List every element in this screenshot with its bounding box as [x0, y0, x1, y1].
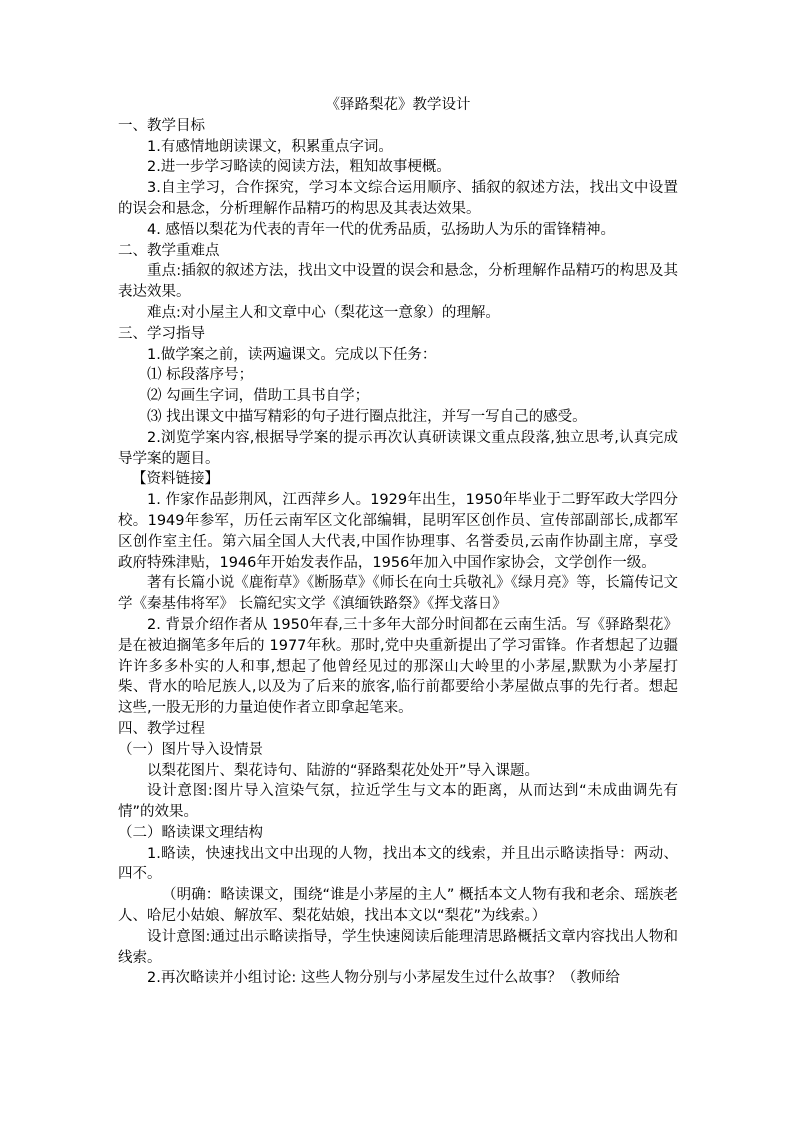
paragraph: ⑶ 找出课文中描写精彩的句子进行圈点批注，并写一写自己的感受。: [147, 408, 587, 425]
paragraph: 2.浏览学案内容,根据导学案的提示再次认真研读课文重点段落,独立思考,认真完成导学案的题目。: [118, 429, 678, 467]
paragraph: 3.自主学习，合作探究，学习本文综合运用顺序、插叙的叙述方法，找出文中设置的误会和悬念，分析理解作品精巧的构思及其表达效果。: [118, 180, 678, 217]
paragraph: 1.有感情地朗读课文，积累重点字词。: [147, 138, 393, 155]
paragraph: 设计意图:图片导入渲染气氛，拉近学生与文本的距离，从而达到“未成曲调先有情”的效果。: [118, 783, 678, 821]
document-body: [118, 95, 678, 989]
section-heading: 三、学习指导: [118, 325, 205, 342]
paragraph: 4. 感悟以梨花为代表的青年一代的优秀品质，弘扬助人为乐的雷锋精神。: [147, 221, 615, 238]
paragraph-list: [118, 116, 678, 989]
paragraph: 2.进一步学习略读的阅读方法，粗知故事梗概。: [147, 159, 451, 176]
paragraph: ⑵ 勾画生字词，借助工具书自学；: [147, 388, 370, 405]
section-heading: 四、教学过程: [118, 720, 205, 737]
section-heading: 一、教学目标: [118, 117, 205, 134]
paragraph: 设计意图:通过出示略读指导，学生快速阅读后能理清思路概括文章内容找出人物和线索。: [118, 928, 678, 966]
paragraph: 以梨花图片、梨花诗句、陆游的“驿路梨花处处开”导入课题。: [147, 762, 540, 779]
section-heading: （一）图片导入设情景: [118, 741, 263, 758]
paragraph: ⑴ 标段落序号；: [147, 367, 254, 384]
paragraph: （明确：略读课文，围绕“谁是小茅屋的主人” 概括本文人物有我和老余、瑶族老人、哈尼小姑娘、解放军、梨花姑娘，找出本文以“梨花”为线索。）: [118, 887, 678, 925]
paragraph: 2. 背景介绍作者从 1950年春,三十多年大部分时间都在云南生活。写《驿路梨花》是在被迫搁笔多年后的 1977年秋。那时,党中央重新提出了学习雷锋。作者想起了边疆许许多多朴实的人和事,想起了他曾经见过的那深山大岭里的小茅屋,默默为小茅屋打柴、背水的哈尼族人,以及为了后来的旅客,临行前都要给小茅屋做点事的先行者。想起这些,一股无形的力量迫使作者立即拿起笔来。: [118, 616, 678, 717]
document-title: 《驿路梨花》教学设计: [325, 97, 471, 113]
paragraph: 著有长篇小说《鹿衔草》《断肠草》《师长在向士兵敬礼》《绿月亮》等，长篇传记文学《秦基伟将军》 长篇纪实文学《滇缅铁路祭》《挥戈落日》: [118, 575, 678, 613]
section-heading: 二、教学重难点: [118, 242, 220, 259]
paragraph: 1.做学案之前，读两遍课文。完成以下任务：: [147, 346, 437, 363]
paragraph: 1.略读，快速找出文中出现的人物，找出本文的线索，并且出示略读指导：两动、四不。: [118, 845, 678, 883]
paragraph: 1. 作家作品彭荆风，江西萍乡人。1929年出生，1950年毕业于二野军政大学四分校。1949年参军，历任云南军区文化部编辑，昆明军区创作员、宣传部副部长,成都军区创作室主任。第六届全国人大代表,中国作协理事、名誉委员,云南作协副主席，享受政府特殊津贴，1946年开始发表作品，1956年加入中国作家协会，文学创作一级。: [118, 492, 678, 571]
paragraph: 重点:插叙的叙述方法，找出文中设置的误会和悬念，分析理解作品精巧的构思及其表达效果。: [118, 263, 678, 301]
paragraph: 【资料链接】: [132, 471, 219, 488]
section-heading: （二）略读课文理结构: [118, 824, 263, 841]
paragraph: 2.再次略读并小组讨论: 这些人物分别与小茅屋发生过什么故事？（教师给: [147, 970, 620, 987]
paragraph: 难点:对小屋主人和文章中心（梨花这一意象）的理解。: [147, 304, 500, 321]
